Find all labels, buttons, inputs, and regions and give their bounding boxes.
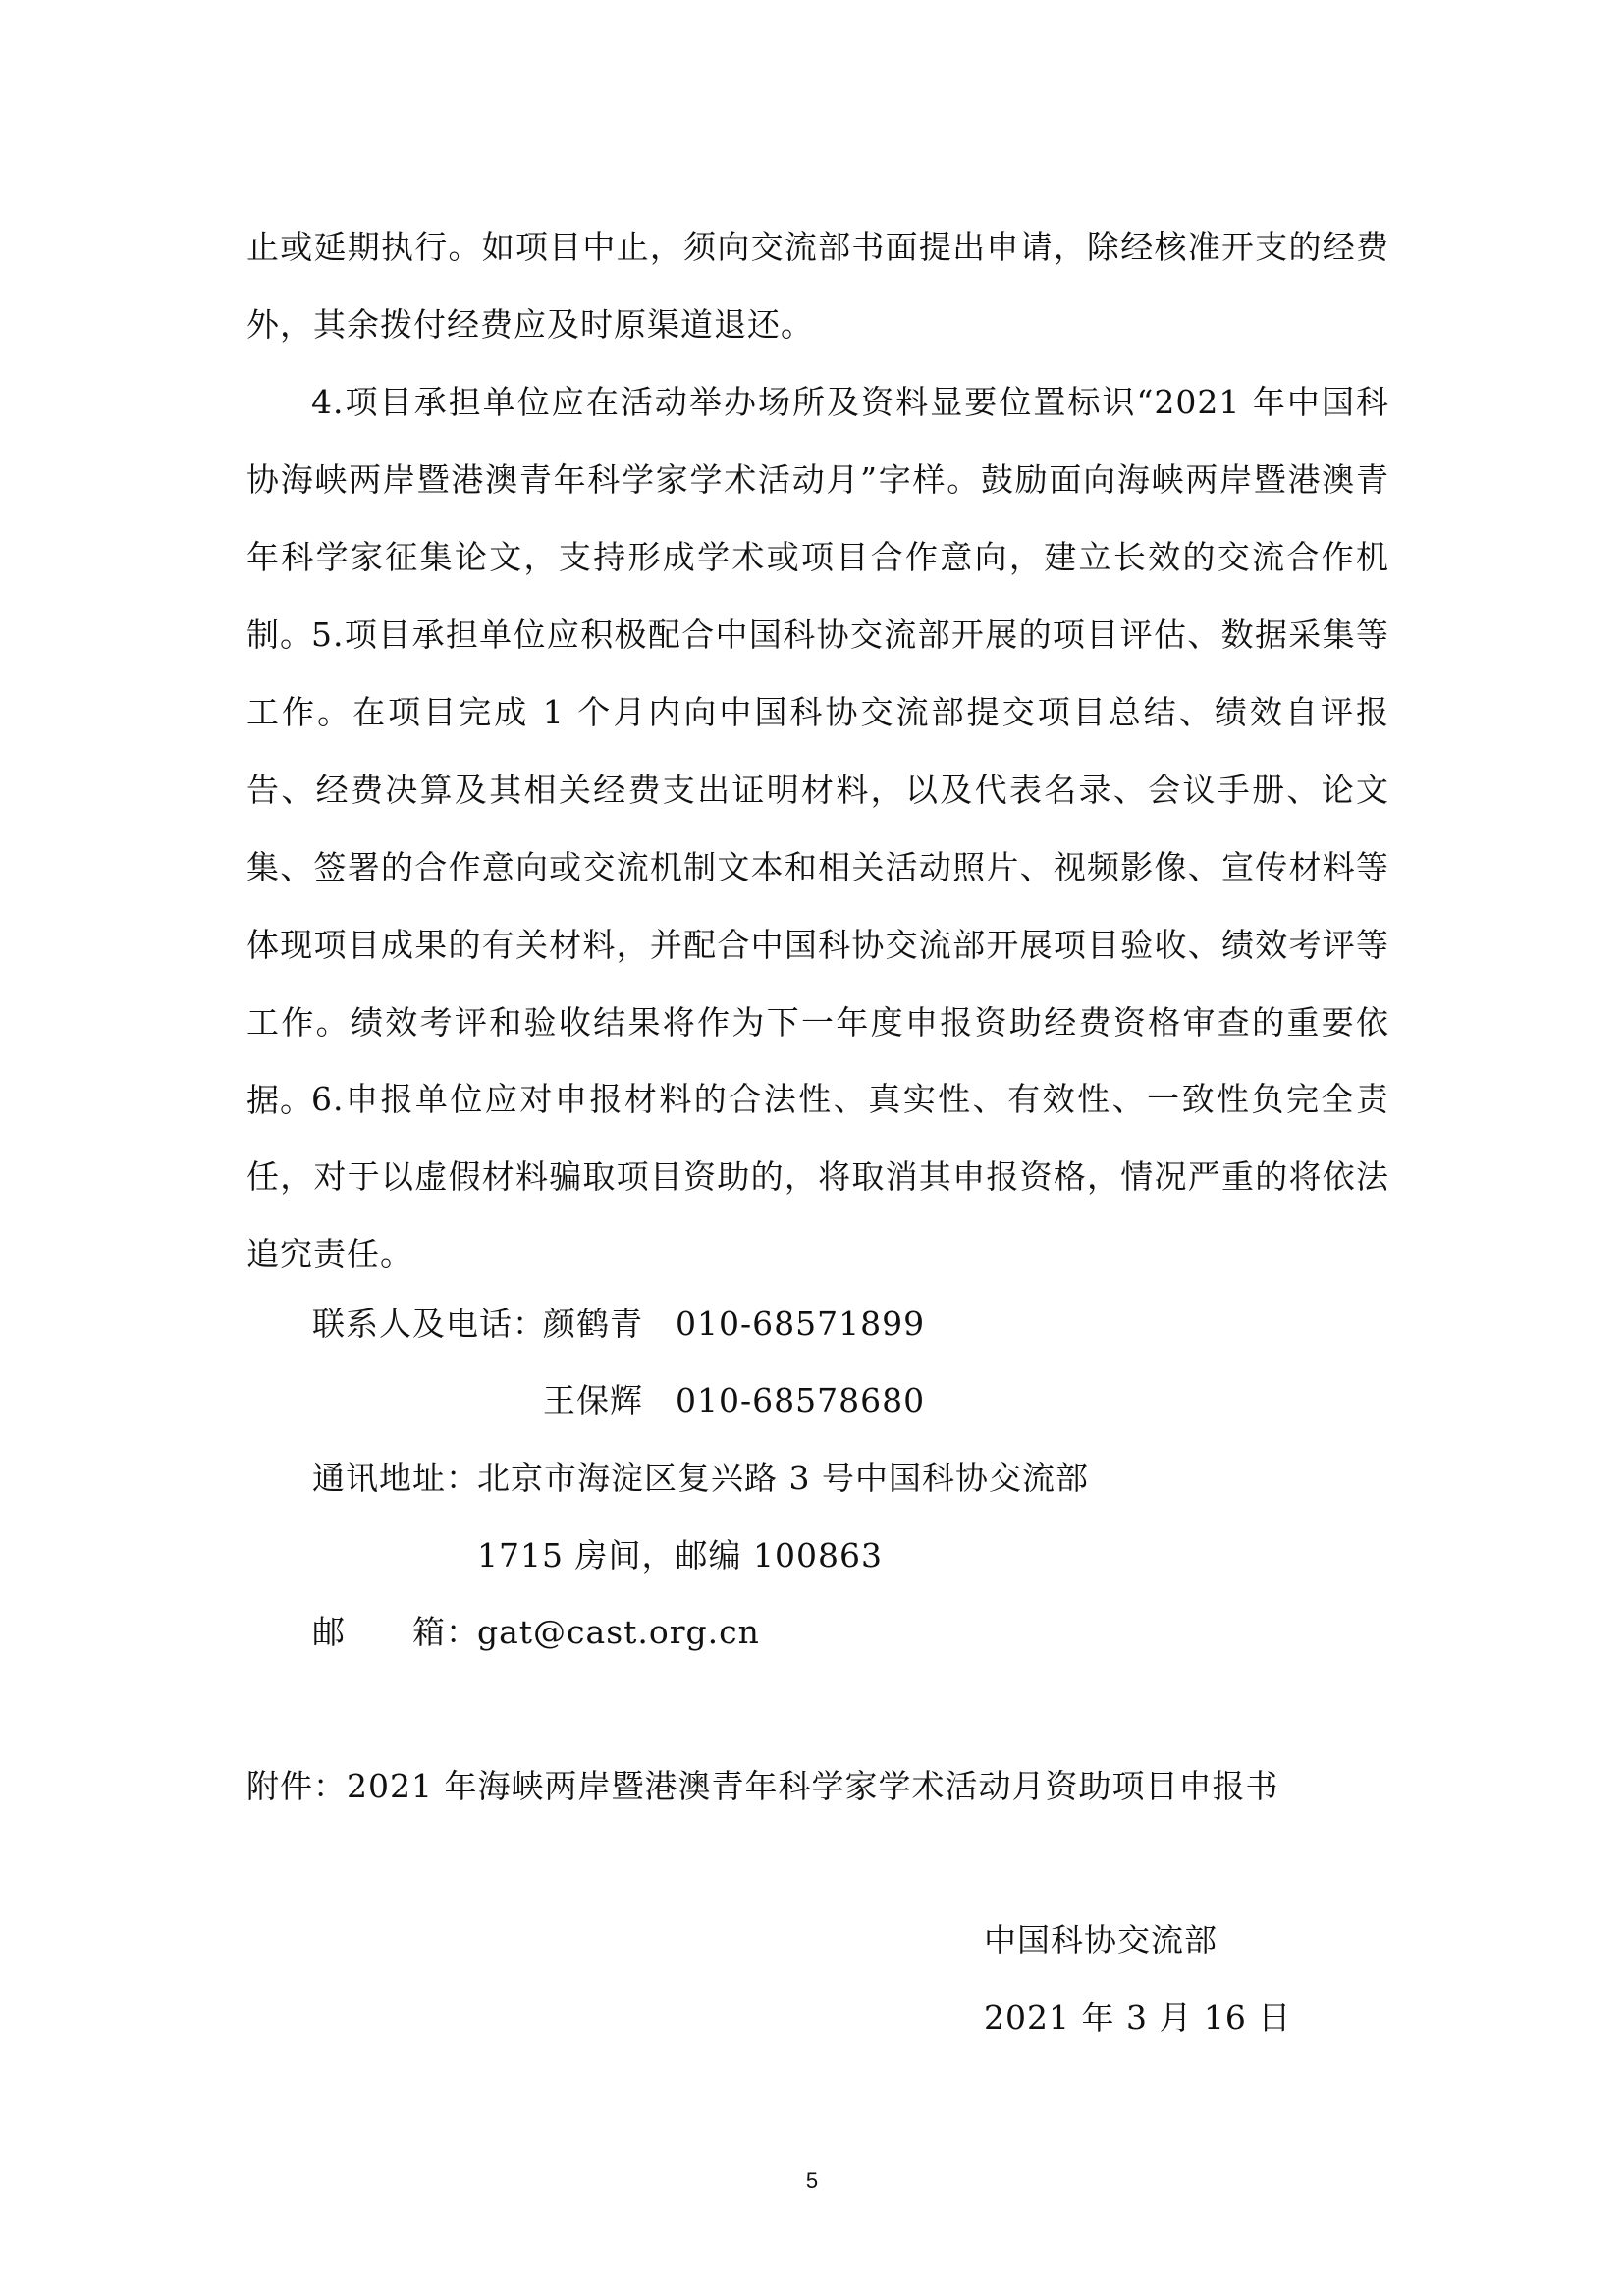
paragraph-item-4: 4.项目承担单位应在活动举办场所及资料显要位置标识“2021 年中国科协海峡两岸暨港澳青年科学家学术活动月”字样。鼓励面向海峡两岸暨港澳青年科学家征集论文，支持形成学术或项目合作意向，建立长效的交流合作机制。	[246, 383, 1389, 654]
paragraph-item-5: 5.项目承担单位应积极配合中国科协交流部开展的项目评估、数据采集等工作。在项目完成 1 个月内向中国科协交流部提交项目总结、绩效自评报告、经费决算及其相关经费支出证明材料，以及代表名录、会议手册、论文集、签署的合作意向或交流机制文本和相关活动照片、视频影像、宣传材料等体现项目成果的有关材料，并配合中国科协交流部开展项目验收、绩效考评等工作。绩效考评和验收结果将作为下一年度申报资助经费资格审查的重要依据。	[246, 615, 1389, 1119]
address-line-2: 1715 房间，邮编 100863	[477, 1536, 883, 1575]
email-label-part-1: 邮	[312, 1613, 346, 1651]
page-number: 5	[805, 2168, 819, 2193]
email-label-part-2: 箱：	[412, 1613, 479, 1651]
contact-phone-1: 010-68571899	[676, 1305, 926, 1343]
address-line-1: 北京市海淀区复兴路 3 号中国科协交流部	[477, 1459, 1089, 1497]
address-label: 通讯地址：	[312, 1459, 479, 1497]
attachment-note: 附件：2021 年海峡两岸暨港澳青年科学家学术活动月资助项目申报书	[246, 1767, 1279, 1805]
contact-person-2: 王保辉	[543, 1381, 643, 1419]
contact-phone-2: 010-68578680	[676, 1381, 926, 1419]
paragraph-item-6: 6.申报单位应对申报材料的合法性、真实性、有效性、一致性负完全责任，对于以虚假材料骗取项目资助的，将取消其申报资格，情况严重的将依法追究责任。	[246, 1080, 1389, 1273]
signature-org: 中国科协交流部	[984, 1921, 1218, 1959]
contact-person-1: 颜鹤青	[543, 1305, 643, 1343]
signature-date: 2021 年 3 月 16 日	[984, 1999, 1292, 2037]
contact-label: 联系人及电话：	[312, 1305, 546, 1343]
email-address: gat@cast.org.cn	[477, 1613, 760, 1651]
paragraph-continuation: 止或延期执行。如项目中止，须向交流部书面提出申请，除经核准开支的经费外，其余拨付经费应及时原渠道退还。	[246, 228, 1389, 344]
